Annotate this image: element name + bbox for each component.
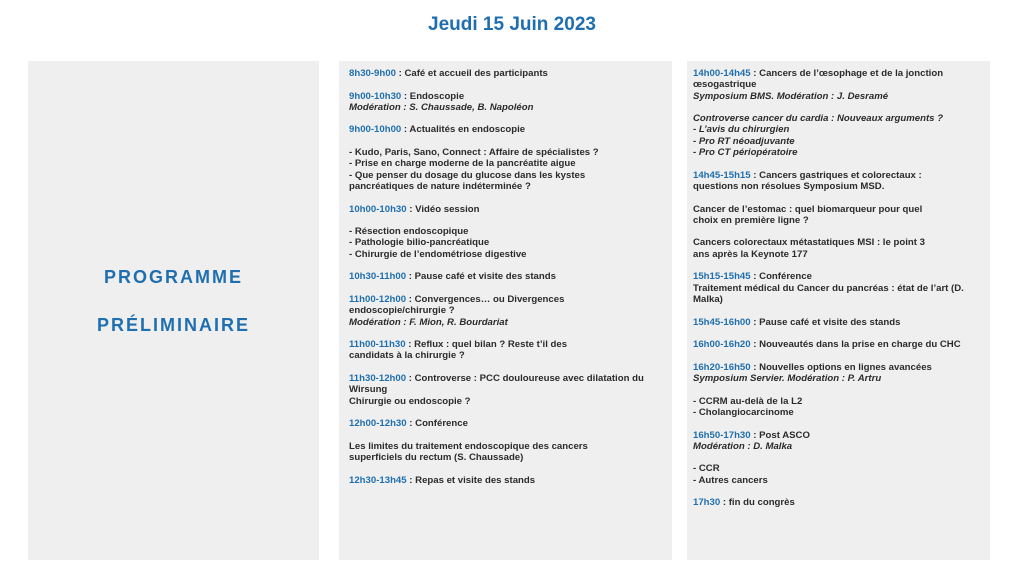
schedule-entry	[693, 396, 985, 419]
schedule-entry	[349, 91, 664, 114]
schedule-line	[349, 91, 664, 102]
session-text: - Prise en charge moderne de la pancréatite aigue	[349, 158, 576, 170]
schedule-entry	[693, 317, 985, 328]
schedule-line	[349, 441, 664, 452]
schedule-line	[349, 384, 664, 395]
schedule-line	[349, 339, 664, 350]
session-text: Wirsung	[349, 384, 388, 396]
morning-schedule-panel	[339, 61, 672, 560]
time-slot: 15h15-15h45	[693, 271, 751, 283]
session-text: candidats à la chirurgie ?	[349, 350, 465, 362]
session-text: - Que penser du dosage du glucose dans les kystes	[349, 169, 586, 181]
session-text: : Vidéo session	[406, 203, 480, 215]
schedule-line	[693, 181, 985, 192]
schedule-line	[349, 373, 664, 384]
schedule-line	[693, 271, 985, 282]
session-text: Modération : D. Malka	[693, 440, 793, 452]
schedule-line	[693, 396, 985, 407]
schedule-line	[693, 283, 985, 294]
session-text: Chirurgie ou endoscopie ?	[349, 395, 471, 407]
schedule-line	[349, 226, 664, 237]
program-sidebar	[28, 61, 319, 560]
schedule-entry	[693, 237, 985, 260]
session-text: - Chirurgie de l’endométriose digestive	[349, 248, 527, 260]
schedule-entry	[693, 113, 985, 158]
schedule-line	[693, 339, 985, 350]
session-text: questions non résolues Symposium MSD.	[693, 180, 885, 192]
schedule-entry	[349, 147, 664, 192]
schedule-line	[693, 136, 985, 147]
afternoon-schedule-panel	[687, 61, 990, 560]
session-text: ans après la Keynote 177	[693, 248, 808, 260]
schedule-line	[349, 418, 664, 429]
session-text: - Pro RT néoadjuvante	[693, 135, 795, 147]
session-text: endoscopie/chirurgie ?	[349, 305, 455, 317]
session-text: : Convergences… ou Divergences	[406, 293, 565, 305]
session-text: - Cholangiocarcinome	[693, 406, 794, 418]
schedule-line	[693, 113, 985, 124]
schedule-line	[693, 68, 985, 79]
schedule-line	[349, 396, 664, 407]
schedule-line	[693, 79, 985, 90]
session-text: : Reflux : quel bilan ? Reste t’il des	[405, 339, 568, 351]
session-text: - CCR	[693, 463, 720, 475]
schedule-entry	[693, 271, 985, 305]
session-text: Modération : F. Mion, R. Bourdariat	[349, 316, 508, 328]
session-text: - CCRM au-delà de la L2	[693, 395, 803, 407]
schedule-line	[349, 237, 664, 248]
session-text: : Nouveautés dans la prise en charge du CHC	[750, 339, 961, 351]
schedule-line	[693, 294, 985, 305]
session-text: - Pathologie bilio-pancréatique	[349, 237, 490, 249]
time-slot: 16h00-16h20	[693, 339, 751, 351]
schedule-line	[693, 441, 985, 452]
session-text: : Pause café et visite des stands	[406, 271, 556, 283]
session-text: Traitement médical du Cancer du pancréas : état de l’art (D.	[693, 282, 964, 294]
schedule-line	[693, 362, 985, 373]
schedule-entry	[693, 430, 985, 453]
session-text: : Cancers gastriques et colorectaux :	[750, 169, 922, 181]
time-slot: 17h30	[693, 497, 721, 509]
schedule-line	[693, 463, 985, 474]
schedule-line	[349, 350, 664, 361]
schedule-entry	[349, 124, 664, 135]
schedule-entry	[693, 463, 985, 486]
schedule-entry	[349, 271, 664, 282]
time-slot: 9h00-10h00	[349, 124, 402, 136]
program-title-line2: PRÉLIMINAIRE	[96, 315, 250, 335]
schedule-line	[693, 170, 985, 181]
schedule-entry	[693, 170, 985, 193]
session-text: - Kudo, Paris, Sano, Connect : Affaire de spécialistes ?	[349, 147, 599, 159]
schedule-line	[693, 407, 985, 418]
schedule-entry	[349, 204, 664, 215]
morning-schedule-list	[349, 68, 664, 497]
session-text: Symposium BMS. Modération : J. Desramé	[693, 90, 889, 102]
session-text: choix en première ligne ?	[693, 214, 809, 226]
schedule-line	[693, 475, 985, 486]
session-text: - Autres cancers	[693, 474, 768, 486]
session-text: : Pause café et visite des stands	[750, 316, 901, 328]
session-text: - Pro CT périopératoire	[693, 147, 798, 159]
schedule-entry	[349, 475, 664, 486]
schedule-line	[349, 271, 664, 282]
session-text: : Endoscopie	[401, 90, 465, 102]
session-text: - Résection endoscopique	[349, 226, 469, 238]
time-slot: 11h30-12h00	[349, 373, 407, 385]
time-slot: 15h45-16h00	[693, 316, 751, 328]
session-text: : Nouvelles options en lignes avancées	[750, 361, 932, 373]
schedule-line	[349, 305, 664, 316]
schedule-line	[693, 124, 985, 135]
schedule-line	[349, 452, 664, 463]
session-text: : Actualités en endoscopie	[401, 124, 526, 136]
time-slot: 16h20-16h50	[693, 361, 751, 373]
schedule-entry	[349, 441, 664, 464]
page-title: Jeudi 15 Juin 2023	[428, 14, 596, 35]
schedule-line	[693, 91, 985, 102]
session-text: : fin du congrès	[720, 497, 795, 509]
schedule-line	[693, 147, 985, 158]
session-text: œsogastrique	[693, 79, 757, 91]
schedule-line	[349, 68, 664, 79]
schedule-line	[349, 102, 664, 113]
time-slot: 12h00-12h30	[349, 418, 407, 430]
schedule-line	[349, 170, 664, 181]
schedule-entry	[349, 418, 664, 429]
schedule-line	[349, 317, 664, 328]
schedule-entry	[349, 294, 664, 328]
afternoon-schedule-list	[693, 68, 985, 520]
session-text: Cancer de l’estomac : quel biomarqueur pour quel	[693, 203, 923, 215]
session-text: : Repas et visite des stands	[406, 474, 536, 486]
schedule-line	[349, 181, 664, 192]
schedule-entry	[349, 68, 664, 79]
session-text: Symposium Servier. Modération : P. Artru	[693, 373, 882, 385]
time-slot: 14h45-15h15	[693, 169, 751, 181]
session-text: : Controverse : PCC douloureuse avec dilatation du	[406, 373, 644, 385]
schedule-line	[693, 237, 985, 248]
time-slot: 12h30-13h45	[349, 474, 407, 486]
session-text: : Conférence	[406, 418, 468, 430]
schedule-line	[693, 373, 985, 384]
schedule-line	[349, 249, 664, 260]
schedule-line	[349, 204, 664, 215]
schedule-line	[349, 124, 664, 135]
schedule-entry	[693, 339, 985, 350]
session-text: : Post ASCO	[750, 429, 810, 441]
time-slot: 10h00-10h30	[349, 203, 407, 215]
schedule-line	[693, 497, 985, 508]
schedule-line	[693, 215, 985, 226]
time-slot: 11h00-12h00	[349, 293, 407, 305]
time-slot: 11h00-11h30	[349, 339, 406, 351]
session-text: : Conférence	[750, 271, 812, 283]
schedule-entry	[349, 226, 664, 260]
session-text: Cancers colorectaux métastatiques MSI : le point 3	[693, 237, 925, 249]
session-text: pancréatiques de nature indéterminée ?	[349, 180, 531, 192]
schedule-entry	[693, 204, 985, 227]
schedule-line	[349, 147, 664, 158]
schedule-line	[693, 430, 985, 441]
session-text: superficiels du rectum (S. Chaussade)	[349, 452, 524, 464]
time-slot: 10h30-11h00	[349, 271, 407, 283]
time-slot: 14h00-14h45	[693, 68, 751, 79]
schedule-line	[349, 158, 664, 169]
session-text: Les limites du traitement endoscopique des cancers	[349, 440, 588, 452]
time-slot: 8h30-9h00	[349, 68, 396, 79]
schedule-line	[349, 294, 664, 305]
schedule-line	[349, 475, 664, 486]
schedule-entry	[693, 497, 985, 508]
time-slot: 9h00-10h30	[349, 90, 402, 102]
schedule-line	[693, 317, 985, 328]
schedule-entry	[349, 339, 664, 362]
session-text: Modération : S. Chaussade, B. Napoléon	[349, 101, 534, 113]
schedule-entry	[693, 68, 985, 102]
session-text: : Cancers de l’œsophage et de la jonction	[750, 68, 944, 79]
schedule-entry	[349, 373, 664, 407]
session-text: : Café et accueil des participants	[395, 68, 548, 79]
schedule-line	[693, 249, 985, 260]
session-text: Malka)	[693, 293, 723, 305]
session-text: - L’avis du chirurgien	[693, 124, 790, 136]
schedule-line	[693, 204, 985, 215]
session-text: Controverse cancer du cardia : Nouveaux arguments ?	[693, 113, 944, 125]
program-title-line1: PROGRAMME	[104, 267, 243, 287]
schedule-entry	[693, 362, 985, 385]
time-slot: 16h50-17h30	[693, 429, 751, 441]
